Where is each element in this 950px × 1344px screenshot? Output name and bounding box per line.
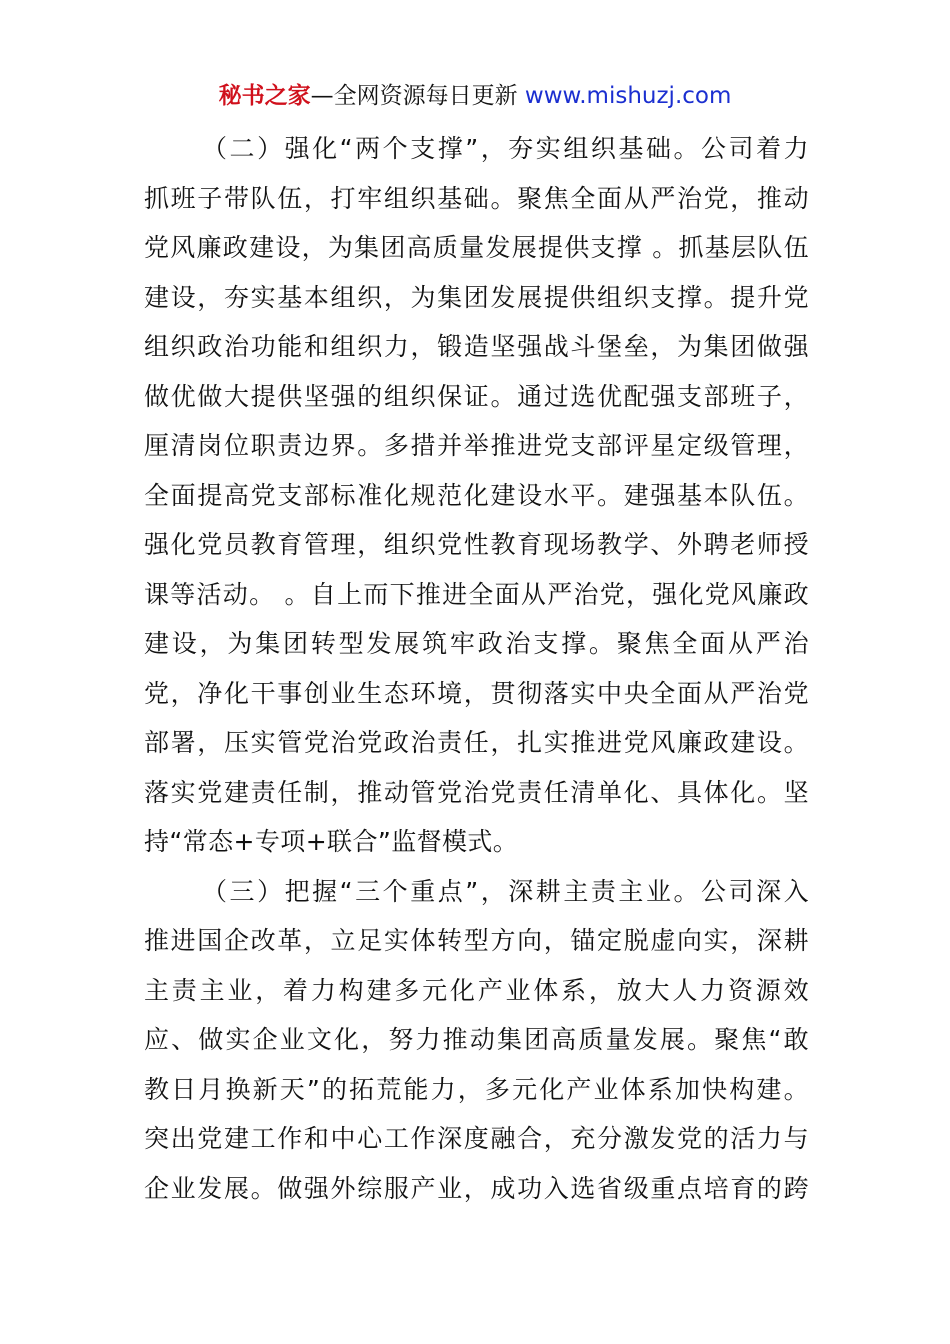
paragraph-line: 抓班子带队伍，打牢组织基础。聚焦全面从严治党，推动 bbox=[144, 183, 809, 213]
paragraph-line: 主责主业，着力构建多元化产业体系，放大人力资源效 bbox=[144, 975, 809, 1005]
paragraph-line: 突出党建工作和中心工作深度融合，充分激发党的活力与 bbox=[144, 1124, 809, 1153]
paragraph-line: 全面提高党支部标准化规范化建设水平。建强基本队伍。 bbox=[144, 480, 809, 510]
paragraph-line: 课等活动。 。自上而下推进全面从严治党，强化党风廉政 bbox=[144, 579, 809, 609]
site-url-link[interactable]: www.mishuzj.com bbox=[524, 83, 732, 109]
paragraph-line: 党风廉政建设，为集团高质量发展提供支撑 。抓基层队伍 bbox=[144, 233, 809, 262]
paragraph-line: 建设，为集团转型发展筑牢政治支撑。聚焦全面从严治 bbox=[144, 629, 809, 658]
site-header bbox=[0, 80, 950, 112]
paragraph-line: 持“常态+专项+联合”监督模式。 bbox=[144, 827, 519, 856]
header-tagline: —全网资源每日更新 bbox=[310, 83, 525, 109]
paragraph-line: 落实党建责任制，推动管党治党责任清单化、具体化。坚 bbox=[144, 777, 809, 807]
paragraph-line: 做优做大提供坚强的组织保证。通过选优配强支部班子， bbox=[144, 381, 809, 411]
paragraph-line: 建设，夯实基本组织，为集团发展提供组织支撑。提升党 bbox=[144, 282, 809, 312]
paragraph-line: （二）强化“两个支撑”，夯实组织基础。公司着力 bbox=[202, 134, 809, 163]
paragraph-line: （三）把握“三个重点”，深耕主责主业。公司深入 bbox=[202, 876, 809, 906]
document-body bbox=[144, 124, 809, 1213]
paragraph-line: 组织政治功能和组织力，锻造坚强战斗堡垒，为集团做强 bbox=[144, 332, 809, 361]
paragraph-line: 企业发展。做强外综服产业，成功入选省级重点培育的跨 bbox=[144, 1173, 809, 1203]
paragraph-line: 推进国企改革，立足实体转型方向，锚定脱虚向实，深耕 bbox=[144, 926, 809, 955]
paragraph-line: 部署，压实管党治党政治责任，扎实推进党风廉政建设。 bbox=[144, 728, 809, 757]
paragraph-line: 党，净化干事创业生态环境，贯彻落实中央全面从严治党 bbox=[144, 678, 809, 708]
paragraph-line: 教日月换新天”的拓荒能力，多元化产业体系加快构建。 bbox=[144, 1074, 809, 1104]
paragraph-line: 应、做实企业文化，努力推动集团高质量发展。聚焦“敢 bbox=[144, 1025, 809, 1054]
brand-name: 秘书之家 bbox=[218, 83, 311, 109]
paragraph-line: 厘清岗位职责边界。多措并举推进党支部评星定级管理， bbox=[144, 431, 809, 460]
paragraph-line: 强化党员教育管理，组织党性教育现场教学、外聘老师授 bbox=[144, 530, 809, 559]
